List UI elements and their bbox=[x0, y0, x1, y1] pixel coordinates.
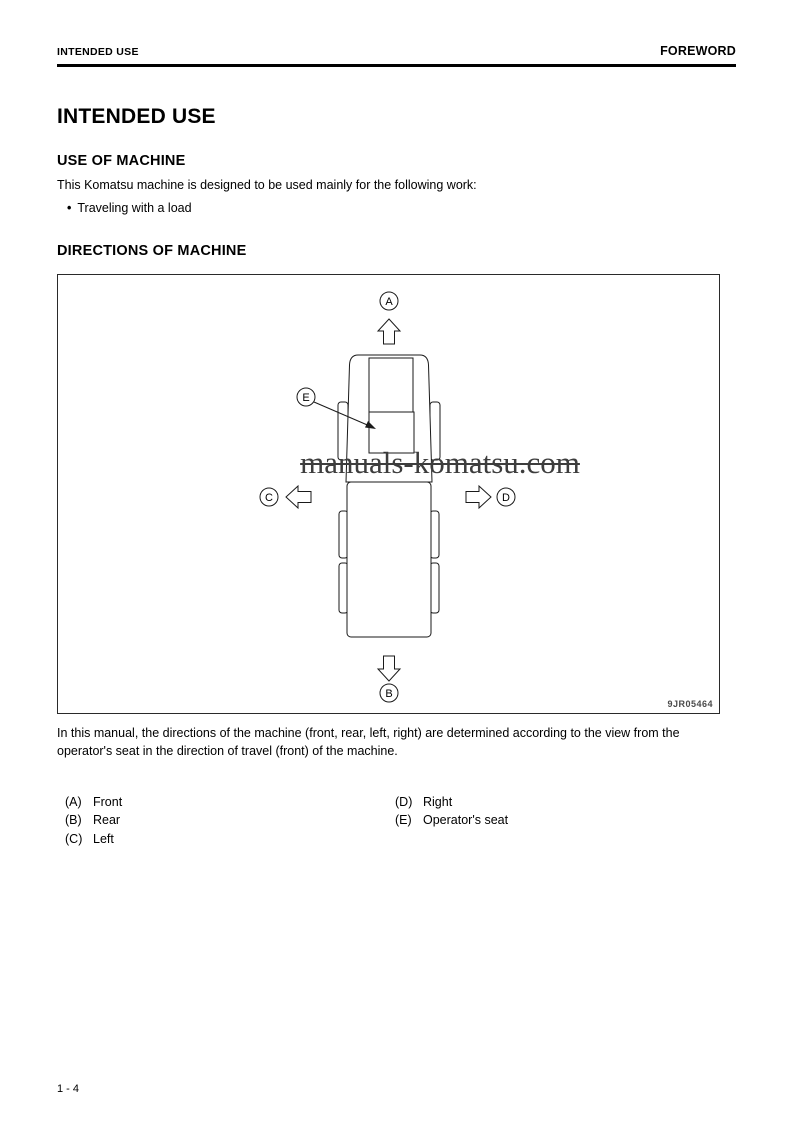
legend-item-a bbox=[65, 793, 395, 812]
legend-item-c bbox=[65, 830, 395, 849]
watermark: manuals-komatsu.com bbox=[300, 445, 580, 481]
page-number: 1 - 4 bbox=[57, 1083, 80, 1095]
legend bbox=[57, 793, 736, 849]
heading-directions-of-machine: DIRECTIONS OF MACHINE bbox=[57, 243, 247, 260]
label-a: A bbox=[385, 296, 393, 309]
bullet-item bbox=[57, 199, 736, 217]
arrow-rear-icon bbox=[378, 656, 400, 681]
legend-key-e: (E) bbox=[395, 813, 412, 827]
running-header bbox=[57, 44, 736, 67]
directions-paragraph: In this manual, the directions of the machine (front, rear, left, right) are determined according to the view from the operator's seat in the direction of travel (front) of the machine. bbox=[57, 726, 680, 759]
machine-hood bbox=[369, 358, 413, 412]
arrow-front-icon bbox=[378, 319, 400, 344]
legend-label-b: Rear bbox=[93, 813, 121, 827]
legend-item-e bbox=[395, 811, 508, 830]
label-e: E bbox=[302, 392, 310, 405]
header-section-label: INTENDED USE bbox=[57, 46, 139, 58]
legend-key-a: (A) bbox=[65, 794, 82, 809]
page-title: INTENDED USE bbox=[57, 105, 216, 128]
use-of-machine-body: This Komatsu machine is designed to be used mainly for the following work: bbox=[57, 178, 477, 192]
label-b: B bbox=[385, 688, 393, 701]
label-d: D bbox=[502, 492, 510, 505]
bullet-text: Traveling with a load bbox=[77, 201, 192, 216]
machine-diagram bbox=[58, 275, 721, 715]
legend-label-a: Front bbox=[93, 794, 123, 809]
figure-code: 9JR05464 bbox=[667, 699, 713, 710]
legend-label-c: Left bbox=[93, 831, 114, 846]
legend-key-c: (C) bbox=[65, 831, 83, 846]
legend-key-d: (D) bbox=[395, 794, 413, 809]
legend-label-e: Operator's seat bbox=[423, 813, 509, 827]
directions-figure bbox=[57, 274, 720, 714]
arrow-right-icon bbox=[466, 486, 491, 508]
heading-use-of-machine: USE OF MACHINE bbox=[57, 153, 186, 169]
legend-label-d: Right bbox=[423, 794, 453, 809]
label-c: C bbox=[265, 492, 273, 505]
legend-item-d bbox=[395, 793, 508, 812]
arrow-left-icon bbox=[286, 486, 311, 508]
header-chapter-label: FOREWORD bbox=[660, 44, 736, 58]
machine-rear-body bbox=[347, 482, 431, 637]
legend-item-b bbox=[65, 811, 395, 830]
legend-key-b: (B) bbox=[65, 813, 82, 827]
bullet-marker: • bbox=[67, 201, 72, 216]
